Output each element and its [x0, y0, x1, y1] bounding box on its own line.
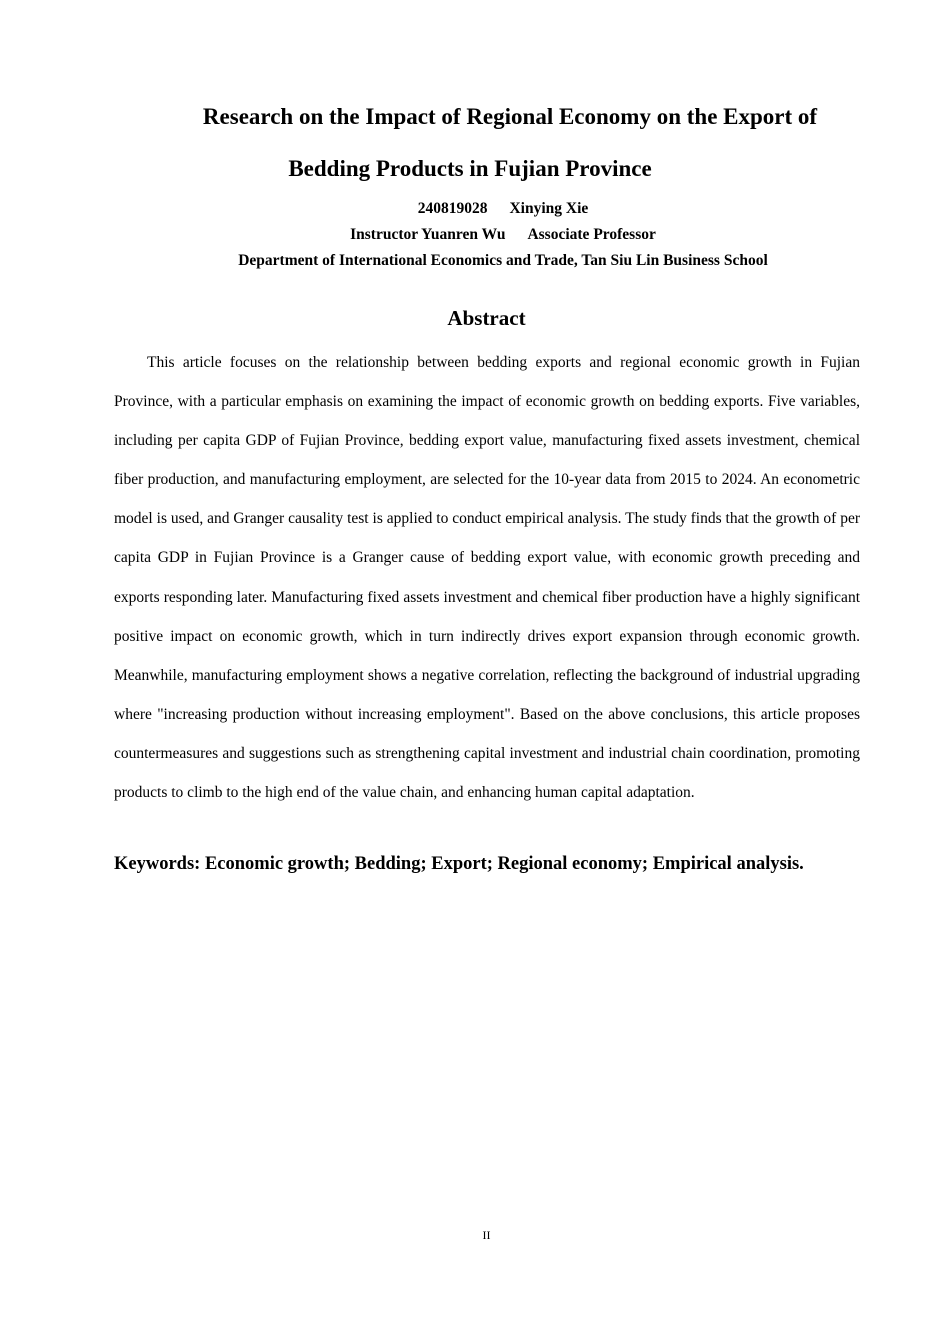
- paper-title-line-2: Bedding Products in Fujian Province: [288, 156, 652, 181]
- instructor-rank: Associate Professor: [527, 226, 656, 243]
- department-line: Department of International Economics and Trade, Tan Siu Lin Business School: [238, 252, 768, 269]
- page-number: II: [482, 1228, 491, 1242]
- keywords-line: Keywords: Economic growth; Bedding; Export; Regional economy; Empirical analysis.: [114, 854, 804, 874]
- abstract-heading: Abstract: [447, 306, 526, 330]
- author-line: [20, 199, 950, 219]
- instructor-line: [20, 225, 950, 245]
- instructor-name: Instructor Yuanren Wu: [350, 226, 506, 243]
- abstract-body: This article focuses on the relationship between bedding exports and regional economic growth in Fujian Province, with a particular emphasis on examining the impact of economic growth on bedding exports. Five variables, including per capita GDP of Fujian Province, bedding export value, manufacturing fixed assets investment, chemical fiber production, and manufacturing employment, are selected for the 10-year data from 2015 to 2024. An econometric model is used, and Granger causality test is applied to conduct empirical analysis. The study finds that the growth of per capita GDP in Fujian Province is a Granger cause of bedding export value, with economic growth preceding and exports responding later. Manufacturing fixed assets investment and chemical fiber production have a highly significant positive impact on economic growth, which in turn indirectly drives export expansion through economic growth. Meanwhile, manufacturing employment shows a negative correlation, reflecting the background of industrial upgrading where "increasing production without increasing employment". Based on the above conclusions, this article proposes countermeasures and suggestions such as strengthening capital investment and industrial chain coordination, promoting products to climb to the high end of the value chain, and enhancing human capital adaptation.: [114, 354, 860, 802]
- student-id: 240819028: [417, 200, 488, 217]
- author-name: Xinying Xie: [509, 200, 589, 217]
- paper-title-line-1: Research on the Impact of Regional Economy on the Export of: [202, 104, 818, 129]
